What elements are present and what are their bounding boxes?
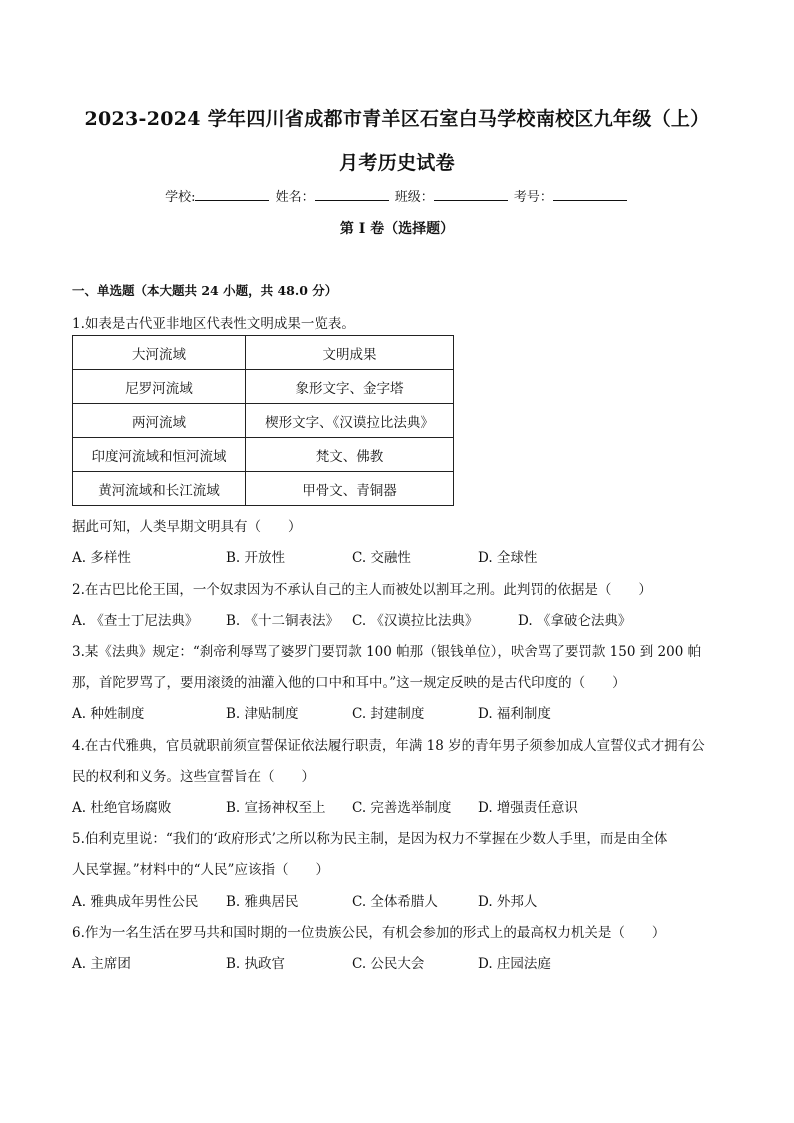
exam-title-line2: 月考历史试卷 <box>339 152 455 174</box>
table-row <box>73 438 454 472</box>
option-d[interactable]: D. 《拿破仑法典》 <box>518 613 632 629</box>
table-cell: 象形文字、金字塔 <box>246 370 454 404</box>
option-c[interactable]: C. 《汉谟拉比法典》 <box>352 613 479 629</box>
class-blank[interactable] <box>434 188 508 201</box>
option-c[interactable]: C. 完善选举制度 <box>352 800 452 816</box>
section-heading: 一、单选题（本大题共 24 小题，共 48.0 分） <box>72 283 338 298</box>
exam-no-label: 考号： <box>513 190 553 205</box>
q3-stem-line1: 3.某《法典》规定：“刹帝利辱骂了婆罗门要罚款 100 帕那（银钱单位），吠舍骂了要罚款 150 到 200 帕 <box>72 644 702 660</box>
option-b[interactable]: B. 开放性 <box>226 550 286 566</box>
option-a[interactable]: A. 《查士丁尼法典》 <box>72 613 199 629</box>
q1-stem: 1.如表是古代亚非地区代表性文明成果一览表。 <box>72 316 355 332</box>
q1-question: 据此可知，人类早期文明具有（ ） <box>72 519 302 535</box>
table-cell: 两河流域 <box>73 404 246 438</box>
option-b[interactable]: B. 执政官 <box>226 956 286 972</box>
table-cell: 黄河流域和长江流域 <box>73 472 246 506</box>
option-a[interactable]: A. 杜绝官场腐败 <box>72 800 172 816</box>
volume-heading: 第 I 卷（选择题） <box>339 221 455 237</box>
table-header-cell: 大河流域 <box>73 336 246 370</box>
name-label: 姓名： <box>275 190 315 205</box>
option-c[interactable]: C. 交融性 <box>352 550 411 566</box>
q4-stem-line1: 4.在古代雅典，官员就职前须宣誓保证依法履行职责，年满 18 岁的青年男子须参加成人宣誓仪式才拥有公 <box>72 738 705 754</box>
option-a[interactable]: A. 雅典成年男性公民 <box>72 894 199 910</box>
school-label: 学校: <box>165 190 196 205</box>
table-cell: 甲骨文、青铜器 <box>246 472 454 506</box>
option-c[interactable]: C. 封建制度 <box>352 706 425 722</box>
student-info-row <box>0 186 794 205</box>
civilization-table <box>72 335 454 506</box>
q4-stem-line2: 民的权利和义务。这些宣誓旨在（ ） <box>72 769 315 785</box>
q5-stem-line1: 5.伯利克里说：“我们的‘政府形式’之所以称为民主制，是因为权力不掌握在少数人手里，而是由全体 <box>72 831 668 847</box>
q2-stem: 2.在古巴比伦王国，一个奴隶因为不承认自己的主人而被处以割耳之刑。此判罚的依据是（ ） <box>72 582 652 598</box>
table-cell: 尼罗河流域 <box>73 370 246 404</box>
option-d[interactable]: D. 全球性 <box>478 550 538 566</box>
option-c[interactable]: C. 公民大会 <box>352 956 425 972</box>
table-header-row <box>73 336 454 370</box>
name-blank[interactable] <box>315 188 389 201</box>
option-d[interactable]: D. 增强责任意识 <box>478 800 578 816</box>
table-cell: 印度河流域和恒河流域 <box>73 438 246 472</box>
table-row <box>73 404 454 438</box>
option-b[interactable]: B. 宣扬神权至上 <box>226 800 326 816</box>
option-a[interactable]: A. 主席团 <box>72 956 131 972</box>
table-cell: 梵文、佛教 <box>246 438 454 472</box>
exam-title-line1: 2023-2024 学年四川省成都市青羊区石室白马学校南校区九年级（上） <box>84 108 710 130</box>
class-label: 班级： <box>394 190 434 205</box>
q3-stem-line2: 那，首陀罗骂了，要用滚烫的油灌入他的口中和耳中。”这一规定反映的是古代印度的（ ） <box>72 675 626 691</box>
table-row <box>73 472 454 506</box>
option-a[interactable]: A. 种姓制度 <box>72 706 145 722</box>
option-b[interactable]: B. 雅典居民 <box>226 894 299 910</box>
table-row <box>73 370 454 404</box>
table-header-cell: 文明成果 <box>246 336 454 370</box>
option-b[interactable]: B. 《十二铜表法》 <box>226 613 340 629</box>
school-blank[interactable] <box>195 188 269 201</box>
q6-stem: 6.作为一名生活在罗马共和国时期的一位贵族公民，有机会参加的形式上的最高权力机关是（ ） <box>72 925 666 941</box>
exam-no-blank[interactable] <box>553 188 627 201</box>
option-d[interactable]: D. 外邦人 <box>478 894 538 910</box>
table-cell: 楔形文字、《汉谟拉比法典》 <box>246 404 454 438</box>
option-d[interactable]: D. 庄园法庭 <box>478 956 551 972</box>
option-b[interactable]: B. 津贴制度 <box>226 706 299 722</box>
option-c[interactable]: C. 全体希腊人 <box>352 894 438 910</box>
option-a[interactable]: A. 多样性 <box>72 550 131 566</box>
q5-stem-line2: 人民掌握。”材料中的“人民”应该指（ ） <box>72 862 329 878</box>
option-d[interactable]: D. 福利制度 <box>478 706 551 722</box>
